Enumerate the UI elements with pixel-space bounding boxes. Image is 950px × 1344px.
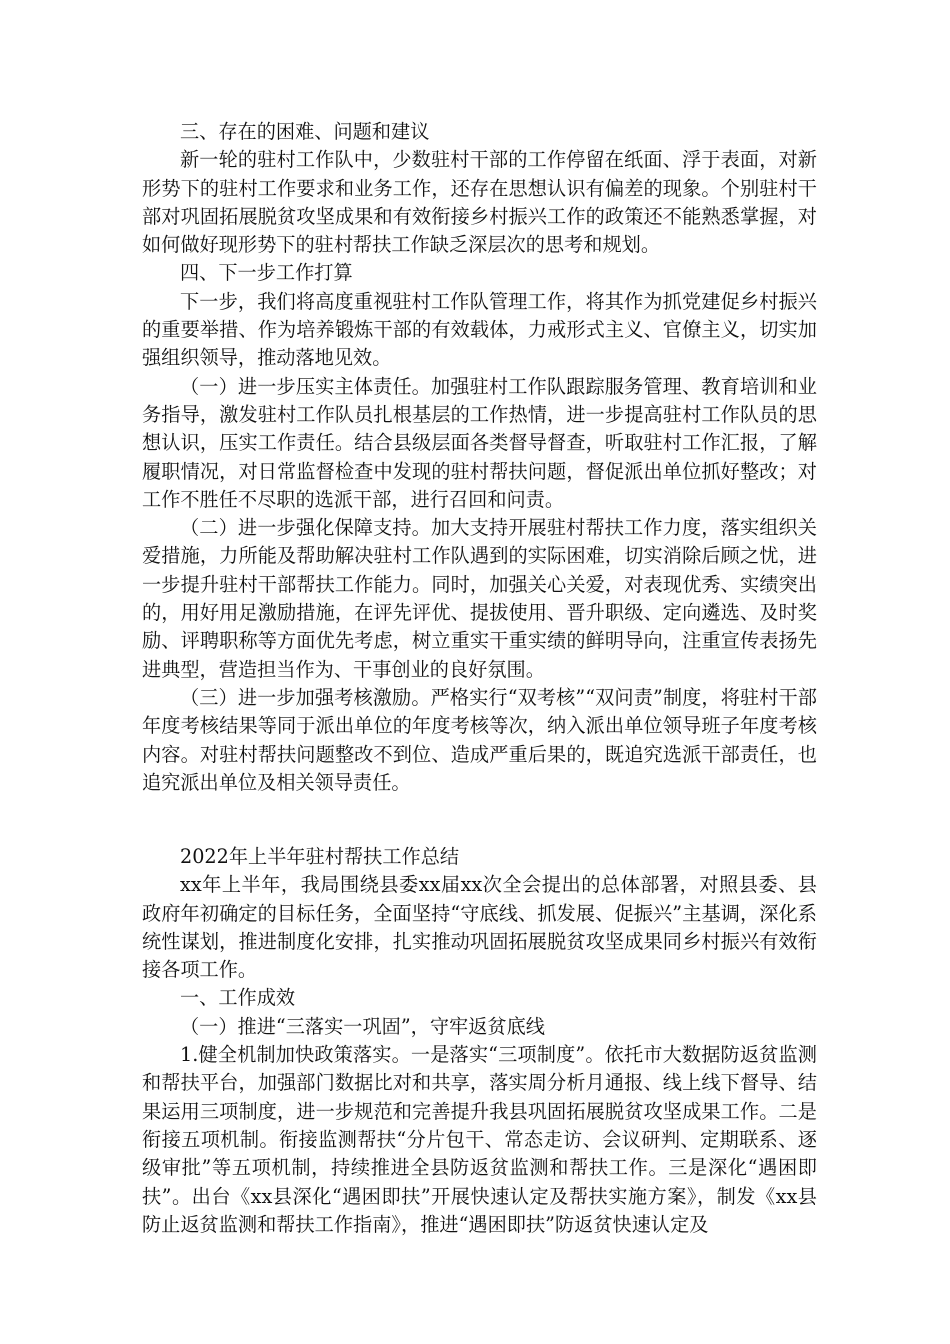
paragraph-summary-intro: xx年上半年，我局围绕县委xx届xx次全会提出的总体部署，对照县委、县政府年初确定的目标任务，全面坚持“守底线、抓发展、促振兴”主基调，深化系统性谋划，推进制度化安排，扎实推动巩固拓展脱贫攻坚成果同乡村振兴有效衔接各项工作。 [142, 873, 817, 982]
paragraph-next-steps-intro: 下一步，我们将高度重视驻村工作队管理工作，将其作为抓党建促乡村振兴的重要举措、作为培养锻炼干部的有效载体，力戒形式主义、官僚主义，切实加强组织领导，推动落地见效。 [142, 289, 817, 370]
heading-next-steps: 四、下一步工作打算 [180, 261, 353, 285]
section-difficulties-and-plans [142, 118, 817, 797]
paragraph-assessment: （三）进一步加强考核激励。严格实行“双考核”“双问责”制度，将驻村干部年度考核结果等同于派出单位的年度考核等次，纳入派出单位领导班子年度考核内容。对驻村帮扶问题整改不到位、造成严重后果的，既追究选派干部责任，也追究派出单位及相关领导责任。 [142, 685, 817, 794]
section-2022-summary [142, 843, 817, 1239]
paragraph-responsibility: （一）进一步压实主体责任。加强驻村工作队跟踪服务管理、教育培训和业务指导，激发驻村工作队员扎根基层的工作热情，进一步提高驻村工作队员的思想认识，压实工作责任。结合县级层面各类督导督查，听取驻村工作汇报，了解履职情况，对日常监督检查中发现的驻村帮扶问题，督促派出单位抓好整改；对工作不胜任不尽职的选派干部，进行召回和问责。 [142, 374, 817, 511]
paragraph-mechanisms: 1.健全机制加快政策落实。一是落实“三项制度”。依托市大数据防返贫监测和帮扶平台，加强部门数据比对和共享，落实周分析月通报、线上线下督导、结果运用三项制度，进一步规范和完善提升我县巩固拓展脱贫攻坚成果工作。二是衔接五项机制。衔接监测帮扶“分片包干、常态走访、会议研判、定期联系、逐级审批”等五项机制，持续推进全县防返贫监测和帮扶工作。三是深化“遇困即扶”。出台《xx县深化“遇困即扶”开展快速认定及帮扶实施方案》，制发《xx县防止返贫监测和帮扶工作指南》，推进“遇困即扶”防返贫快速认定及 [142, 1043, 817, 1236]
heading-achievements: 一、工作成效 [180, 986, 296, 1010]
subheading-three-implementations: （一）推进“三落实一巩固”，守牢返贫底线 [180, 1014, 545, 1038]
heading-difficulties: 三、存在的困难、问题和建议 [180, 120, 430, 143]
summary-title: 2022年上半年驻村帮扶工作总结 [180, 845, 460, 868]
paragraph-support: （二）进一步强化保障支持。加大支持开展驻村帮扶工作力度，落实组织关爱措施，力所能及帮助解决驻村工作队遇到的实际困难，切实消除后顾之忧，进一步提升驻村干部帮扶工作能力。同时，加强关心关爱，对表现优秀、实绩突出的，用好用足激励措施，在评先评优、提拔使用、晋升职级、定向遴选、及时奖励、评聘职称等方面优先考虑，树立重实干重实绩的鲜明导向，注重宣传表扬先进典型，营造担当作为、干事创业的良好氛围。 [142, 516, 817, 681]
paragraph-difficulties: 新一轮的驻村工作队中，少数驻村干部的工作停留在纸面、浮于表面，对新形势下的驻村工作要求和业务工作，还存在思想认识有偏差的现象。个别驻村干部对巩固拓展脱贫攻坚成果和有效衔接乡村振兴工作的政策还不能熟悉掌握，对如何做好现形势下的驻村帮扶工作缺乏深层次的思考和规划。 [142, 148, 817, 257]
